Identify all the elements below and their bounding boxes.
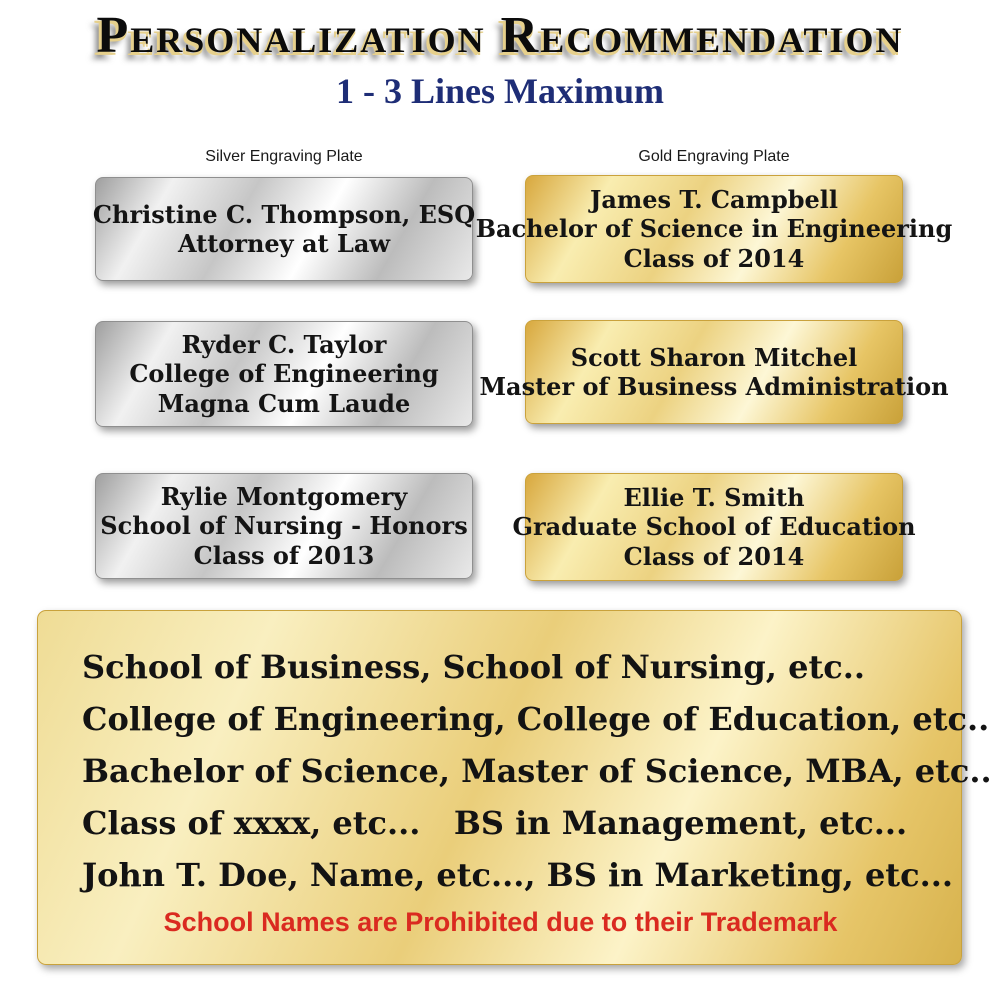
silver-column-label: Silver Engraving Plate [205, 148, 363, 165]
engraving-line: Bachelor of Science in Engineering [475, 214, 953, 244]
engraving-line: Class of 2014 [623, 243, 805, 273]
engraving-line: Rylie Montgomery [160, 482, 408, 512]
lines-maximum-subtitle: 1 - 3 Lines Maximum [336, 71, 664, 111]
gold-plate-2 [479, 320, 949, 424]
trademark-warning-text: School Names are Prohibited due to their Trademark [163, 907, 838, 937]
silver-plate-2 [95, 321, 473, 427]
engraving-line: James T. Campbell [589, 185, 839, 215]
silver-plate-1 [92, 177, 476, 281]
example-line: School of Business, School of Nursing, etc.. [82, 648, 865, 686]
example-line: Bachelor of Science, Master of Science, MBA, etc.. [82, 752, 992, 790]
gold-plate-3 [512, 473, 916, 581]
engraving-line: Attorney at Law [177, 229, 391, 258]
gold-column-label: Gold Engraving Plate [638, 148, 790, 165]
gold-plate-1 [475, 175, 953, 283]
page-title: Personalization Recommendation [96, 7, 904, 64]
examples-panel [37, 610, 992, 965]
engraving-line: Class of 2014 [623, 541, 805, 571]
engraving-line: Master of Business Administration [479, 372, 949, 401]
engraving-line: College of Engineering [129, 359, 439, 389]
engraving-line: Class of 2013 [193, 540, 375, 570]
engraving-line: Magna Cum Laude [157, 388, 411, 418]
silver-plate-3 [95, 473, 473, 579]
engraving-line: Ellie T. Smith [623, 483, 805, 513]
example-line: College of Engineering, College of Education, etc.. [82, 700, 990, 738]
example-line: John T. Doe, Name, etc..., BS in Marketing, etc... [82, 856, 953, 894]
engraving-line: Graduate School of Education [512, 512, 916, 542]
engraving-line: Ryder C. Taylor [181, 330, 387, 360]
example-line: Class of xxxx, etc... BS in Management, etc... [82, 804, 908, 842]
engraving-line: Christine C. Thompson, ESQ [92, 199, 476, 229]
engraving-line: Scott Sharon Mitchel [570, 342, 858, 372]
engraving-line: School of Nursing - Honors [100, 511, 468, 541]
